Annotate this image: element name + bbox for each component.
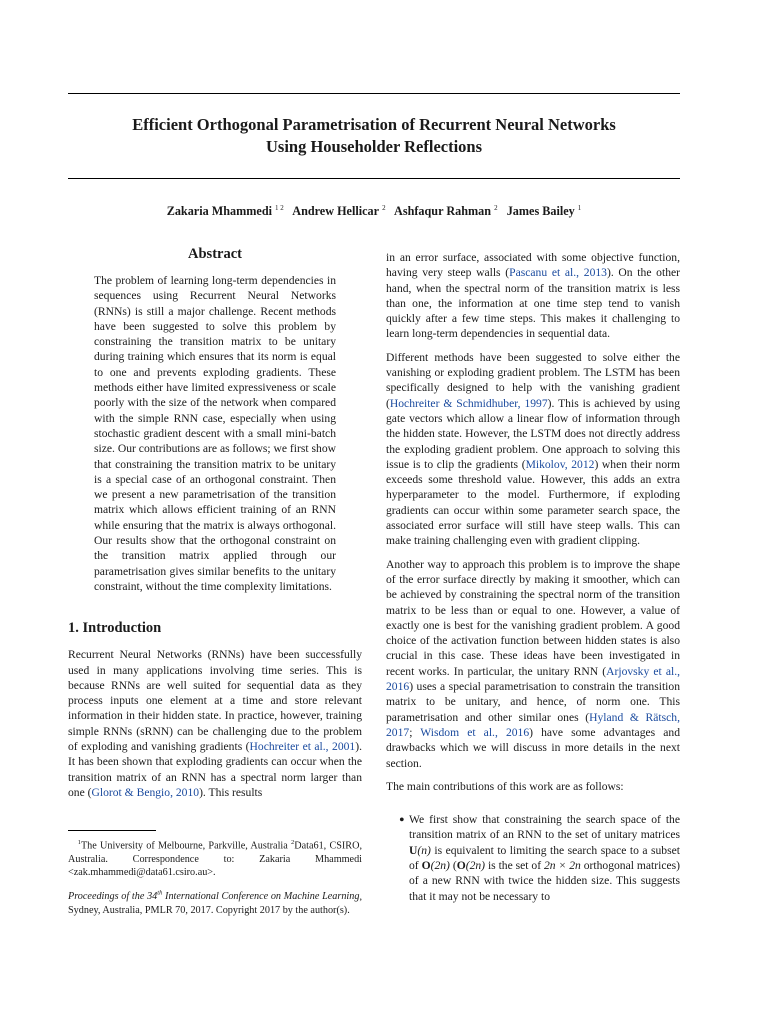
- footnote-text: Proceedings of the 34: [68, 891, 158, 903]
- title-line-2: Using Householder Reflections: [265, 137, 483, 156]
- body-paragraph: The main contributions of this work are as follows:: [386, 779, 624, 793]
- abstract-heading: Abstract: [188, 246, 242, 262]
- intro-paragraph: [68, 647, 362, 800]
- top-rule: [68, 93, 680, 94]
- author-name: Zakaria Mhammedi: [166, 204, 272, 219]
- footnote-text: International Conference on Machine Learning: [162, 891, 360, 903]
- body-text: orthogonal matrices) of a new RNN with twice the hidden size. This suggests that it may not be necessary to: [409, 858, 680, 903]
- author-affiliation: 1 2: [275, 204, 284, 212]
- footnote-rule: [68, 830, 156, 831]
- math-symbol: O: [456, 858, 466, 872]
- author-affiliation: 2: [494, 204, 498, 212]
- author-name: Ashfaqur Rahman: [394, 204, 492, 219]
- body-paragraph: [386, 350, 680, 549]
- citation-link[interactable]: Wisdom et al., 2016: [420, 725, 530, 739]
- paper-title: [68, 114, 680, 158]
- body-text: ) have some advantages and drawbacks which we will discuss in more details in the next section.: [386, 725, 680, 770]
- body-paragraph: [386, 250, 680, 342]
- body-text: ) when their norm exceeds some threshold value. However, this adds an extra hyperparameter to the model. Furthermore, if exploding gradients can occur within some parameter search space, the associated error surface will still have steep walls. This can make training challenging even with gradient clipping.: [386, 457, 680, 548]
- right-column: [386, 250, 680, 904]
- body-paragraph: [386, 557, 680, 771]
- citation-link[interactable]: Arjovsky et al., 2016: [386, 664, 680, 694]
- intro-text: Recurrent Neural Networks (RNNs) have been successfully used in many applications involving time series. This is because RNNs are well suited for sequential data as they process inputs one element at a time and store relevant information in their hidden state. In practice, however, training simple RNNs (sRNN) can be challenging due to the problem of exploding and vanishing gradients (: [68, 648, 362, 754]
- citation-link[interactable]: Hochreiter & Schmidhuber, 1997: [389, 396, 548, 410]
- body-text: in an error surface, associated with some objective function, having very steep walls (: [386, 251, 680, 280]
- body-text: (: [449, 858, 457, 872]
- title-line-1: Efficient Orthogonal Parametrisation of Recurrent Neural Networks: [132, 115, 616, 134]
- citation-link[interactable]: Hochreiter et al., 2001: [249, 740, 356, 754]
- math-symbol: (n): [417, 843, 431, 857]
- abstract-text: The problem of learning long-term dependencies in sequences using Recurrent Neural Networks (RNNs) is still a major challenge. Recent methods have been suggested to solve this problem by constraining the transition matrix to be unitary during training which ensures that its norm is equal to one and prevents exploding gradients. These methods either have limited expressiveness or scale poorly with the size of the network when compared with the simple RNN case, especially when using stochastic gradient descent with a small mini-batch size. Our contributions are as follows; we first show that constraining the transition matrix to be unitary is a special case of an orthogonal constraint. Then we present a new parametrisation of the transition matrix which allows efficient training of an RNN while ensuring that the matrix is always orthogonal. Our results show that the orthogonal constraint on the transition matrix applied through our parametrisation gives similar benefits to the unitary constraint, without the time complexity limitations.: [94, 274, 336, 593]
- footnote-text: th: [157, 890, 163, 897]
- body-text: We first show that constraining the search space of the transition matrix of an RNN to the set of unitary matrices: [409, 813, 680, 842]
- author-affiliation: 2: [382, 204, 386, 212]
- footnote-text: , Sydney, Australia, PMLR 70, 2017. Copyright 2017 by the author(s).: [68, 891, 362, 916]
- affiliation-footnote: $^1$The University of Melbourne, Parkville, Australia $^2$Data61, CSIRO, Australia. Correspondence to: Zakaria Mhammedi <zak.mhammedi@data61.csiro.au>.: [68, 839, 362, 878]
- section-heading-introduction: 1. Introduction: [68, 620, 162, 637]
- body-text: Different methods have been suggested to solve either the vanishing or exploding gradient problem. The LSTM has been specifically designed to help with the vanishing gradient (: [386, 350, 680, 410]
- proceedings-footnote: [68, 887, 362, 917]
- author-name: Andrew Hellicar: [292, 204, 380, 219]
- intro-text: ). This results: [199, 785, 263, 799]
- footnote-text: Data61, CSIRO, Australia. Correspondence to: Zakaria Mhammedi <zak.mhammedi@data61.csiro.au>.: [68, 840, 362, 878]
- author-name: James Bailey: [506, 204, 575, 219]
- body-text: ). On the other hand, when the spectral norm of the transition matrix is less than one, the information at one time step tend to vanish quickly after a few time steps. This makes it challenging to learn long-term dependencies in sequential data.: [386, 266, 680, 341]
- body-text: is equivalent to limiting the search space to a subset of: [409, 843, 680, 872]
- bullet-text: [409, 812, 680, 904]
- body-text: ;: [409, 725, 421, 739]
- math-symbol: (2n): [430, 858, 450, 872]
- math-symbol: 2n × 2n: [544, 858, 581, 872]
- author-affiliation: 1: [577, 204, 582, 212]
- math-symbol: O: [421, 858, 431, 872]
- intro-text: ). It has been shown that exploding gradients can occur when the transition matrix of an RNN has a spectral norm larger than one (: [68, 740, 362, 799]
- contribution-bullet: [386, 812, 680, 904]
- citation-link[interactable]: Hyland & Rätsch, 2017: [386, 710, 680, 739]
- body-text: ). This is achieved by using gate vectors which allow a linear flow of information through the hidden state. However, the LSTM does not directly address the exploding gradient problem. One approach to solving this issue is to clip the gradients (: [386, 396, 680, 471]
- bullet-icon: •: [399, 812, 405, 830]
- left-column: [68, 246, 362, 800]
- citation-link[interactable]: Mikolov, 2012: [525, 457, 595, 471]
- body-text: Another way to approach this problem is to improve the shape of the error surface directly by making it smoother, which can be achieved by constraining the spectral norm of the transition matrix to be less than or equal to one. However, a value of exactly one is best for the vanishing gradient problem. A good choice of the activation function between hidden states is also crucial in this case. These ideas have been investigated in recent works. In particular, the unitary RNN (: [386, 557, 680, 678]
- footnotes: [68, 836, 362, 917]
- math-symbol: U: [409, 843, 418, 857]
- title-bottom-rule: [68, 178, 680, 179]
- math-symbol: (2n): [465, 858, 486, 872]
- body-text: is the set of: [485, 858, 544, 872]
- footnote-text: The University of Melbourne, Parkville, Australia: [80, 840, 288, 852]
- author-list: [68, 204, 680, 219]
- citation-link[interactable]: Pascanu et al., 2013: [509, 266, 607, 280]
- citation-link[interactable]: Glorot & Bengio, 2010: [91, 785, 200, 799]
- body-text: ) uses a special parametrisation to constrain the transition matrix to be unitary, and hence, of norm one. This parametrisation and other similar ones (: [386, 680, 680, 724]
